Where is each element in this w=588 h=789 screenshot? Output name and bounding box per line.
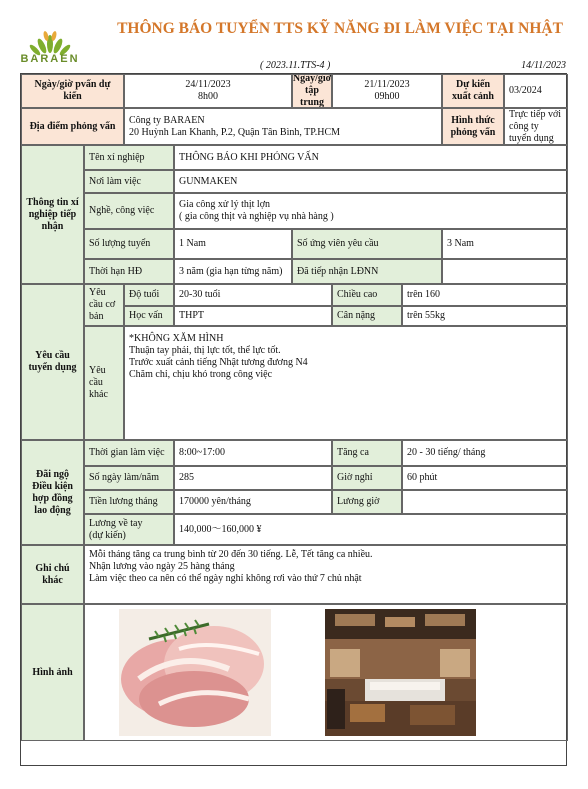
other-req-list	[124, 326, 568, 440]
gather-time: 09h00	[374, 91, 400, 102]
age-value: 20-30 tuổi	[174, 284, 332, 306]
note-line: Làm việc theo ca nên có thể ngày nghỉ không rơi vào thứ 7 chủ nhật	[89, 573, 362, 584]
interview-format-value: Trực tiếp với công ty tuyển dụng	[504, 108, 568, 145]
ldnn-label: Đã tiếp nhận LĐNN	[292, 259, 442, 284]
other-req-line: Trước xuất cảnh tiếng Nhật tương đương N4	[129, 357, 308, 368]
other-req-line: *KHÔNG XĂM HÌNH	[129, 333, 224, 344]
recruit-count-value: 1 Nam	[174, 229, 292, 259]
notes-list	[84, 545, 568, 604]
net-pay-value: 140,000〜160,000 ¥	[174, 514, 568, 545]
other-req-line: Chăm chỉ, chịu khó trong công việc	[129, 369, 273, 380]
net-pay-label-1: Lương về tay	[89, 517, 143, 529]
job-label: Nghề, công việc	[84, 193, 174, 229]
interview-date: 24/11/2023	[185, 79, 231, 90]
logo-text: BARAEN	[20, 53, 80, 65]
candidates-label: Số ứng viên yêu cầu	[292, 229, 442, 259]
contract-value: 3 năm (gia hạn từng năm)	[174, 259, 292, 284]
recruit-count-label: Số lượng tuyển	[84, 229, 174, 259]
note-line: Nhận lương vào ngày 25 hàng tháng	[89, 561, 235, 572]
departure-label: Dự kiến xuất cảnh	[442, 74, 504, 108]
note-line: Mỗi tháng tăng ca trung bình từ 20 đến 30 tiếng. Lễ, Tết tăng ca nhiều.	[89, 549, 373, 560]
interview-location-label: Địa điểm phỏng vấn	[21, 108, 124, 145]
pork-meat-photo	[119, 609, 271, 736]
gather-date-label: Ngày/giờ tập trung	[292, 74, 332, 108]
break-label: Giờ nghỉ	[332, 466, 402, 490]
company-name-value: THÔNG BÁO KHI PHỎNG VẤN	[174, 145, 568, 170]
gather-date-cell	[332, 74, 442, 108]
page-title: THÔNG BÁO TUYỂN TTS KỸ NĂNG ĐI LÀM VIỆC TẠI NHẬT	[117, 20, 563, 37]
overtime-value: 20 - 30 tiếng/ tháng	[402, 440, 568, 466]
company-section-label: Thông tin xí nghiệp tiếp nhận	[21, 145, 84, 284]
overtime-label: Tăng ca	[332, 440, 402, 466]
workdays-label: Số ngày làm/năm	[84, 466, 174, 490]
job-line-2: ( gia công thịt và nghiệp vụ nhà hàng )	[179, 211, 334, 222]
weight-value: trên 55kg	[402, 306, 568, 326]
other-req-label: Yêu cầu khác	[84, 326, 124, 440]
requirements-section-label: Yêu cầu tuyển dụng	[21, 284, 84, 440]
notes-section-label: Ghi chú khác	[21, 545, 84, 604]
job-table	[20, 73, 567, 766]
images-section-label: Hình ảnh	[21, 604, 84, 741]
job-value-cell	[174, 193, 568, 229]
hours-label: Thời gian làm việc	[84, 440, 174, 466]
weight-label: Cân nặng	[332, 306, 402, 326]
interview-date-cell	[124, 74, 292, 108]
salary-value: 170000 yên/tháng	[174, 490, 332, 514]
reference-number: ( 2023.11.TTS-4 )	[260, 60, 331, 71]
other-req-line: Thuận tay phải, thị lực tốt, thể lực tốt.	[129, 345, 281, 356]
location-company: Công ty BARAEN	[129, 114, 205, 126]
candidates-value: 3 Nam	[442, 229, 568, 259]
hours-value: 8:00~17:00	[174, 440, 332, 466]
interview-date-label: Ngày/giờ pvấn dự kiến	[21, 74, 124, 108]
interview-location-cell	[124, 108, 442, 145]
benefits-section-label: Đãi ngộ Điều kiện hợp đồng lao động	[21, 440, 84, 545]
height-value: trên 160	[402, 284, 568, 306]
age-label: Độ tuổi	[124, 284, 174, 306]
location-address: 20 Huỳnh Lan Khanh, P.2, Quận Tân Bình, TP.HCM	[129, 126, 341, 138]
company-name-label: Tên xí nghiệp	[84, 145, 174, 170]
job-line-1: Gia công xử lý thịt lợn	[179, 199, 270, 210]
education-label: Học vấn	[124, 306, 174, 326]
issue-date: 14/11/2023	[521, 60, 566, 71]
shop-interior-photo	[325, 609, 476, 736]
hourly-label: Lương giờ	[332, 490, 402, 514]
departure-value: 03/2024	[504, 74, 568, 108]
interview-format-label: Hình thức phỏng vấn	[442, 108, 504, 145]
hourly-value	[402, 490, 568, 514]
contract-label: Thời hạn HĐ	[84, 259, 174, 284]
interview-time: 8h00	[198, 91, 218, 102]
workdays-value: 285	[174, 466, 332, 490]
net-pay-label-2: (dự kiến)	[89, 529, 126, 541]
net-pay-label	[84, 514, 174, 545]
height-label: Chiều cao	[332, 284, 402, 306]
workplace-value: GUNMAKEN	[174, 170, 568, 193]
images-cell	[84, 604, 568, 741]
break-value: 60 phút	[402, 466, 568, 490]
workplace-label: Nơi làm việc	[84, 170, 174, 193]
education-value: THPT	[174, 306, 332, 326]
gather-date: 21/11/2023	[364, 79, 410, 90]
salary-label: Tiền lương tháng	[84, 490, 174, 514]
ldnn-value	[442, 259, 568, 284]
basic-req-label: Yêu cầu cơ bản	[84, 284, 124, 326]
